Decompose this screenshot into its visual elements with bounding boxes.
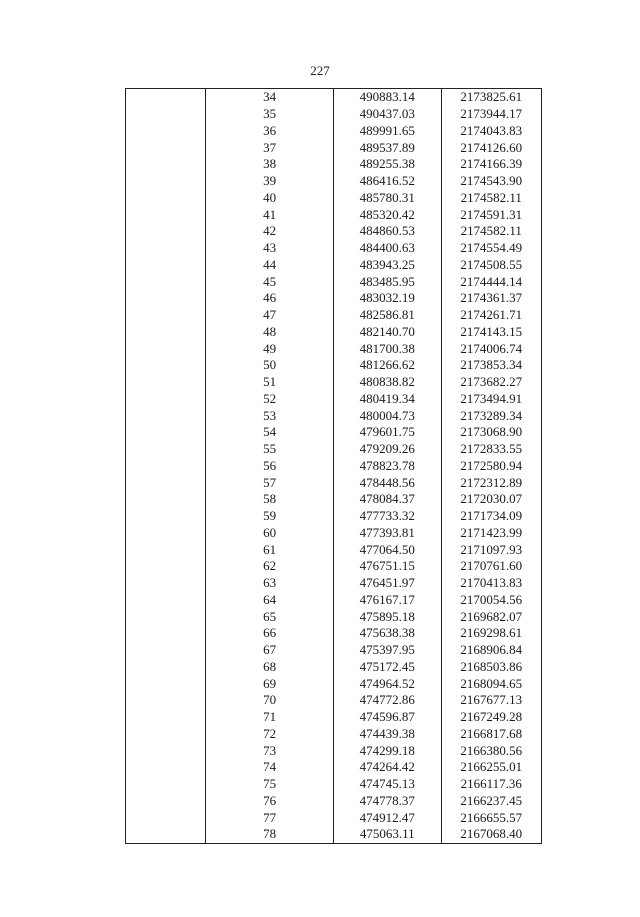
x-coordinate-cell: 476167.17 — [333, 592, 441, 609]
y-coordinate-cell: 2167677.13 — [441, 692, 542, 709]
blank-cell — [126, 558, 206, 575]
blank-cell — [126, 407, 206, 424]
point-number-cell: 37 — [206, 139, 334, 156]
blank-cell — [126, 424, 206, 441]
x-coordinate-cell: 474596.87 — [333, 709, 441, 726]
table-row — [126, 776, 542, 793]
point-number-cell: 77 — [206, 809, 334, 826]
x-coordinate-cell: 483032.19 — [333, 290, 441, 307]
blank-cell — [126, 625, 206, 642]
x-coordinate-cell: 474964.52 — [333, 675, 441, 692]
point-number-cell: 69 — [206, 675, 334, 692]
table-row — [126, 793, 542, 810]
x-coordinate-cell: 477064.50 — [333, 541, 441, 558]
x-coordinate-cell: 477733.32 — [333, 508, 441, 525]
y-coordinate-cell: 2174582.11 — [441, 223, 542, 240]
y-coordinate-cell: 2174444.14 — [441, 273, 542, 290]
y-coordinate-cell: 2174143.15 — [441, 324, 542, 341]
y-coordinate-cell: 2166655.57 — [441, 809, 542, 826]
y-coordinate-cell: 2166380.56 — [441, 742, 542, 759]
y-coordinate-cell: 2174126.60 — [441, 139, 542, 156]
table-row — [126, 742, 542, 759]
x-coordinate-cell: 485320.42 — [333, 206, 441, 223]
table-row — [126, 290, 542, 307]
y-coordinate-cell: 2170054.56 — [441, 592, 542, 609]
table-row — [126, 558, 542, 575]
point-number-cell: 44 — [206, 257, 334, 274]
blank-cell — [126, 441, 206, 458]
x-coordinate-cell: 481700.38 — [333, 340, 441, 357]
x-coordinate-cell: 480838.82 — [333, 374, 441, 391]
y-coordinate-cell: 2168503.86 — [441, 659, 542, 676]
point-number-cell: 60 — [206, 525, 334, 542]
y-coordinate-cell: 2173068.90 — [441, 424, 542, 441]
blank-cell — [126, 826, 206, 843]
table-row — [126, 625, 542, 642]
blank-cell — [126, 89, 206, 106]
y-coordinate-cell: 2166255.01 — [441, 759, 542, 776]
x-coordinate-cell: 474778.37 — [333, 793, 441, 810]
table-row — [126, 307, 542, 324]
blank-cell — [126, 139, 206, 156]
y-coordinate-cell: 2172030.07 — [441, 491, 542, 508]
point-number-cell: 62 — [206, 558, 334, 575]
blank-cell — [126, 692, 206, 709]
table-row — [126, 407, 542, 424]
table-row — [126, 257, 542, 274]
x-coordinate-cell: 474745.13 — [333, 776, 441, 793]
blank-cell — [126, 273, 206, 290]
y-coordinate-cell: 2174582.11 — [441, 190, 542, 207]
x-coordinate-cell: 484400.63 — [333, 240, 441, 257]
blank-cell — [126, 458, 206, 475]
blank-cell — [126, 759, 206, 776]
point-number-cell: 55 — [206, 441, 334, 458]
x-coordinate-cell: 482140.70 — [333, 324, 441, 341]
x-coordinate-cell: 483485.95 — [333, 273, 441, 290]
blank-cell — [126, 106, 206, 123]
table-row — [126, 491, 542, 508]
table-row — [126, 106, 542, 123]
y-coordinate-cell: 2173494.91 — [441, 391, 542, 408]
point-number-cell: 71 — [206, 709, 334, 726]
blank-cell — [126, 742, 206, 759]
table-row — [126, 190, 542, 207]
table-row — [126, 759, 542, 776]
table-row — [126, 726, 542, 743]
point-number-cell: 67 — [206, 642, 334, 659]
x-coordinate-cell: 485780.31 — [333, 190, 441, 207]
table-row — [126, 709, 542, 726]
y-coordinate-cell: 2170413.83 — [441, 575, 542, 592]
x-coordinate-cell: 490437.03 — [333, 106, 441, 123]
table-row — [126, 240, 542, 257]
y-coordinate-cell: 2166117.36 — [441, 776, 542, 793]
table-row — [126, 206, 542, 223]
blank-cell — [126, 190, 206, 207]
table-row — [126, 173, 542, 190]
y-coordinate-cell: 2171097.93 — [441, 541, 542, 558]
x-coordinate-cell: 474299.18 — [333, 742, 441, 759]
blank-cell — [126, 156, 206, 173]
x-coordinate-cell: 490883.14 — [333, 89, 441, 106]
point-number-cell: 66 — [206, 625, 334, 642]
y-coordinate-cell: 2166237.45 — [441, 793, 542, 810]
table-row — [126, 692, 542, 709]
x-coordinate-cell: 489255.38 — [333, 156, 441, 173]
point-number-cell: 40 — [206, 190, 334, 207]
x-coordinate-cell: 486416.52 — [333, 173, 441, 190]
y-coordinate-cell: 2174361.37 — [441, 290, 542, 307]
table-row — [126, 675, 542, 692]
table-row — [126, 139, 542, 156]
x-coordinate-cell: 476751.15 — [333, 558, 441, 575]
y-coordinate-cell: 2173825.61 — [441, 89, 542, 106]
coordinates-table — [125, 88, 542, 844]
point-number-cell: 72 — [206, 726, 334, 743]
blank-cell — [126, 223, 206, 240]
blank-cell — [126, 608, 206, 625]
table-row — [126, 592, 542, 609]
table-row — [126, 525, 542, 542]
x-coordinate-cell: 474264.42 — [333, 759, 441, 776]
blank-cell — [126, 206, 206, 223]
point-number-cell: 76 — [206, 793, 334, 810]
point-number-cell: 47 — [206, 307, 334, 324]
point-number-cell: 52 — [206, 391, 334, 408]
table-row — [126, 575, 542, 592]
blank-cell — [126, 123, 206, 140]
blank-cell — [126, 324, 206, 341]
y-coordinate-cell: 2174006.74 — [441, 340, 542, 357]
y-coordinate-cell: 2172312.89 — [441, 474, 542, 491]
y-coordinate-cell: 2174543.90 — [441, 173, 542, 190]
table-row — [126, 123, 542, 140]
y-coordinate-cell: 2171423.99 — [441, 525, 542, 542]
blank-cell — [126, 391, 206, 408]
point-number-cell: 41 — [206, 206, 334, 223]
x-coordinate-cell: 478084.37 — [333, 491, 441, 508]
blank-cell — [126, 257, 206, 274]
x-coordinate-cell: 475063.11 — [333, 826, 441, 843]
y-coordinate-cell: 2173682.27 — [441, 374, 542, 391]
x-coordinate-cell: 475397.95 — [333, 642, 441, 659]
y-coordinate-cell: 2169682.07 — [441, 608, 542, 625]
point-number-cell: 59 — [206, 508, 334, 525]
x-coordinate-cell: 475895.18 — [333, 608, 441, 625]
table-row — [126, 324, 542, 341]
blank-cell — [126, 592, 206, 609]
point-number-cell: 64 — [206, 592, 334, 609]
table-row — [126, 608, 542, 625]
y-coordinate-cell: 2174261.71 — [441, 307, 542, 324]
y-coordinate-cell: 2172833.55 — [441, 441, 542, 458]
table-row — [126, 357, 542, 374]
point-number-cell: 42 — [206, 223, 334, 240]
point-number-cell: 78 — [206, 826, 334, 843]
y-coordinate-cell: 2174166.39 — [441, 156, 542, 173]
y-coordinate-cell: 2166817.68 — [441, 726, 542, 743]
x-coordinate-cell: 477393.81 — [333, 525, 441, 542]
blank-cell — [126, 340, 206, 357]
x-coordinate-cell: 489537.89 — [333, 139, 441, 156]
point-number-cell: 57 — [206, 474, 334, 491]
point-number-cell: 34 — [206, 89, 334, 106]
y-coordinate-cell: 2173853.34 — [441, 357, 542, 374]
blank-cell — [126, 776, 206, 793]
x-coordinate-cell: 474912.47 — [333, 809, 441, 826]
table-row — [126, 809, 542, 826]
blank-cell — [126, 374, 206, 391]
point-number-cell: 61 — [206, 541, 334, 558]
x-coordinate-cell: 475172.45 — [333, 659, 441, 676]
table-row — [126, 541, 542, 558]
blank-cell — [126, 793, 206, 810]
y-coordinate-cell: 2173289.34 — [441, 407, 542, 424]
table-row — [126, 340, 542, 357]
point-number-cell: 35 — [206, 106, 334, 123]
point-number-cell: 56 — [206, 458, 334, 475]
table-row — [126, 826, 542, 843]
y-coordinate-cell: 2168094.65 — [441, 675, 542, 692]
blank-cell — [126, 240, 206, 257]
point-number-cell: 53 — [206, 407, 334, 424]
blank-cell — [126, 290, 206, 307]
point-number-cell: 74 — [206, 759, 334, 776]
blank-cell — [126, 675, 206, 692]
point-number-cell: 38 — [206, 156, 334, 173]
point-number-cell: 54 — [206, 424, 334, 441]
table-row — [126, 642, 542, 659]
point-number-cell: 46 — [206, 290, 334, 307]
x-coordinate-cell: 489991.65 — [333, 123, 441, 140]
point-number-cell: 68 — [206, 659, 334, 676]
x-coordinate-cell: 483943.25 — [333, 257, 441, 274]
x-coordinate-cell: 480419.34 — [333, 391, 441, 408]
y-coordinate-cell: 2167068.40 — [441, 826, 542, 843]
x-coordinate-cell: 475638.38 — [333, 625, 441, 642]
x-coordinate-cell: 474772.86 — [333, 692, 441, 709]
x-coordinate-cell: 481266.62 — [333, 357, 441, 374]
table-row — [126, 156, 542, 173]
blank-cell — [126, 809, 206, 826]
x-coordinate-cell: 482586.81 — [333, 307, 441, 324]
y-coordinate-cell: 2167249.28 — [441, 709, 542, 726]
x-coordinate-cell: 479209.26 — [333, 441, 441, 458]
table-row — [126, 374, 542, 391]
x-coordinate-cell: 479601.75 — [333, 424, 441, 441]
point-number-cell: 65 — [206, 608, 334, 625]
blank-cell — [126, 726, 206, 743]
point-number-cell: 48 — [206, 324, 334, 341]
y-coordinate-cell: 2174554.49 — [441, 240, 542, 257]
point-number-cell: 39 — [206, 173, 334, 190]
blank-cell — [126, 525, 206, 542]
table-row — [126, 458, 542, 475]
blank-cell — [126, 642, 206, 659]
table-row — [126, 89, 542, 106]
y-coordinate-cell: 2170761.60 — [441, 558, 542, 575]
blank-cell — [126, 307, 206, 324]
table-row — [126, 424, 542, 441]
x-coordinate-cell: 478448.56 — [333, 474, 441, 491]
blank-cell — [126, 659, 206, 676]
y-coordinate-cell: 2172580.94 — [441, 458, 542, 475]
point-number-cell: 45 — [206, 273, 334, 290]
y-coordinate-cell: 2171734.09 — [441, 508, 542, 525]
point-number-cell: 63 — [206, 575, 334, 592]
blank-cell — [126, 491, 206, 508]
point-number-cell: 50 — [206, 357, 334, 374]
blank-cell — [126, 474, 206, 491]
blank-cell — [126, 508, 206, 525]
table-row — [126, 391, 542, 408]
table-row — [126, 441, 542, 458]
blank-cell — [126, 575, 206, 592]
y-coordinate-cell: 2173944.17 — [441, 106, 542, 123]
page-number: 227 — [310, 63, 330, 78]
table-row — [126, 474, 542, 491]
table-row — [126, 659, 542, 676]
table-body — [126, 89, 542, 844]
table-row — [126, 223, 542, 240]
table-row — [126, 273, 542, 290]
point-number-cell: 49 — [206, 340, 334, 357]
point-number-cell: 75 — [206, 776, 334, 793]
y-coordinate-cell: 2169298.61 — [441, 625, 542, 642]
y-coordinate-cell: 2168906.84 — [441, 642, 542, 659]
x-coordinate-cell: 484860.53 — [333, 223, 441, 240]
blank-cell — [126, 709, 206, 726]
point-number-cell: 58 — [206, 491, 334, 508]
point-number-cell: 73 — [206, 742, 334, 759]
x-coordinate-cell: 480004.73 — [333, 407, 441, 424]
blank-cell — [126, 173, 206, 190]
x-coordinate-cell: 476451.97 — [333, 575, 441, 592]
blank-cell — [126, 357, 206, 374]
point-number-cell: 70 — [206, 692, 334, 709]
point-number-cell: 43 — [206, 240, 334, 257]
blank-cell — [126, 541, 206, 558]
y-coordinate-cell: 2174591.31 — [441, 206, 542, 223]
x-coordinate-cell: 478823.78 — [333, 458, 441, 475]
x-coordinate-cell: 474439.38 — [333, 726, 441, 743]
y-coordinate-cell: 2174043.83 — [441, 123, 542, 140]
point-number-cell: 51 — [206, 374, 334, 391]
table-row — [126, 508, 542, 525]
y-coordinate-cell: 2174508.55 — [441, 257, 542, 274]
point-number-cell: 36 — [206, 123, 334, 140]
